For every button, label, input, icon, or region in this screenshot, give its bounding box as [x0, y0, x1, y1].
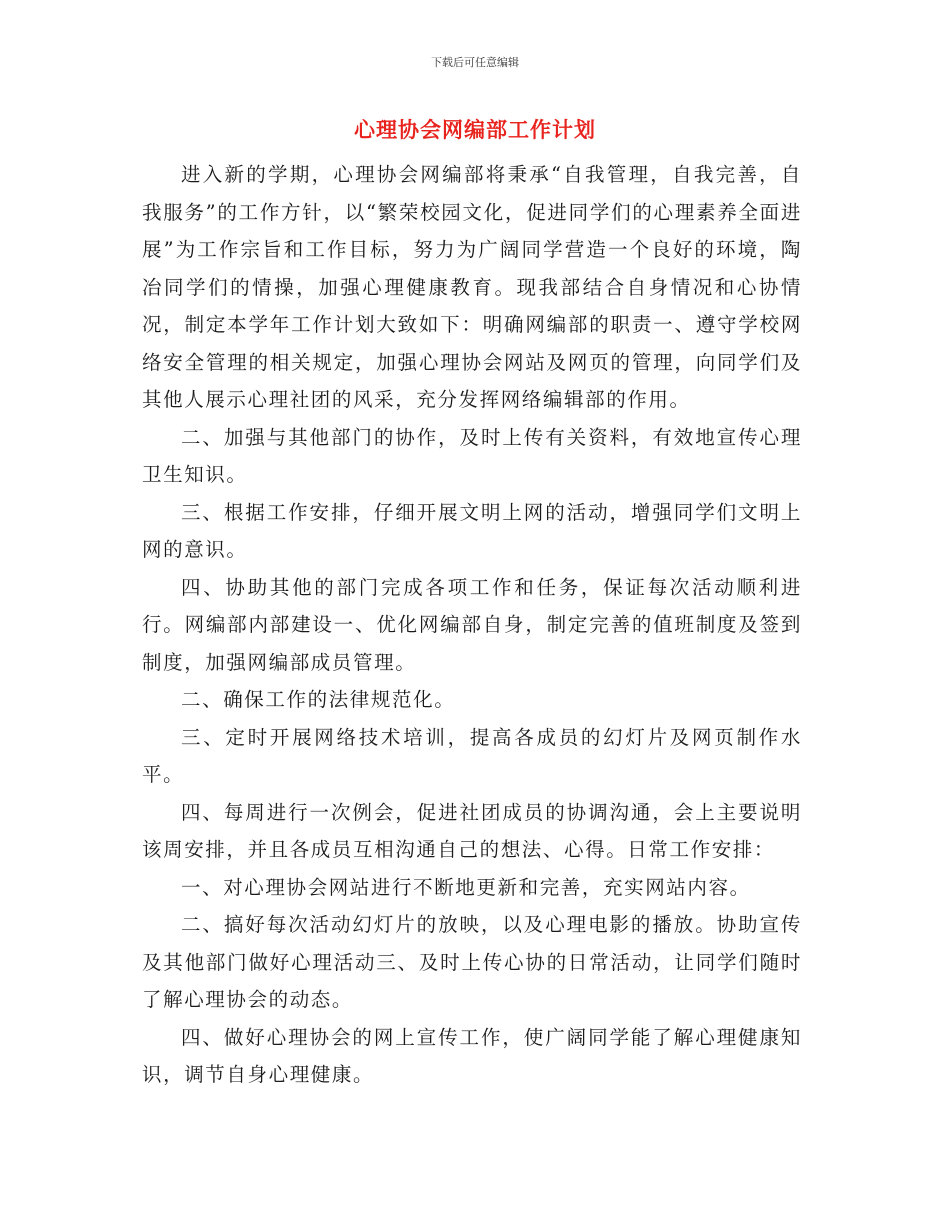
paragraph: 三、定时开展网络技术培训，提高各成员的幻灯片及网页制作水平。 — [142, 725, 802, 786]
header-note: 下载后可任意编辑 — [431, 56, 519, 69]
paragraph: 二、确保工作的法律规范化。 — [181, 688, 456, 711]
paragraph: 三、根据工作安排，仔细开展文明上网的活动，增强同学们文明上网的意识。 — [142, 500, 802, 561]
paragraph: 二、搞好每次活动幻灯片的放映，以及心理电影的播放。协助宣传及其他部门做好心理活动三、及时上传心协的日常活动，让同学们随时了解心理协会的动态。 — [142, 913, 802, 1011]
paragraph: 四、每周进行一次例会，促进社团成员的协调沟通，会上主要说明该周安排，并且各成员互相沟通自己的想法、心得。日常工作安排： — [142, 800, 802, 861]
paragraph: 一、对心理协会网站进行不断地更新和完善，充实网站内容。 — [181, 875, 751, 899]
paragraph: 四、协助其他的部门完成各项工作和任务，保证每次活动顺利进行。网编部内部建设一、优化网编部自身，制定完善的值班制度及签到制度，加强网编部成员管理。 — [142, 575, 802, 674]
document-title: 心理协会网编部工作计划 — [354, 118, 596, 142]
document-body — [142, 156, 802, 1094]
paragraph-intro: 进入新的学期，心理协会网编部将秉承“自我管理，自我完善，自我服务”的工作方针，以“繁荣校园文化，促进同学们的心理素养全面进展”为工作宗旨和工作目标，努力为广阔同学营造一个良好的环境，陶冶同学们的情操，加强心理健康教育。现我部结合自身情况和心协情况，制定本学年工作计划大致如下：明确网编部的职责一、遵守学校网络安全管理的相关规定，加强心理协会网站及网页的管理，向同学们及其他人展示心理社团的风采，充分发挥网络编辑部的作用。 — [142, 163, 802, 411]
paragraph: 二、加强与其他部门的协作，及时上传有关资料，有效地宣传心理卫生知识。 — [142, 425, 802, 486]
paragraph: 四、做好心理协会的网上宣传工作，使广阔同学能了解心理健康知识，调节自身心理健康。 — [142, 1025, 802, 1086]
